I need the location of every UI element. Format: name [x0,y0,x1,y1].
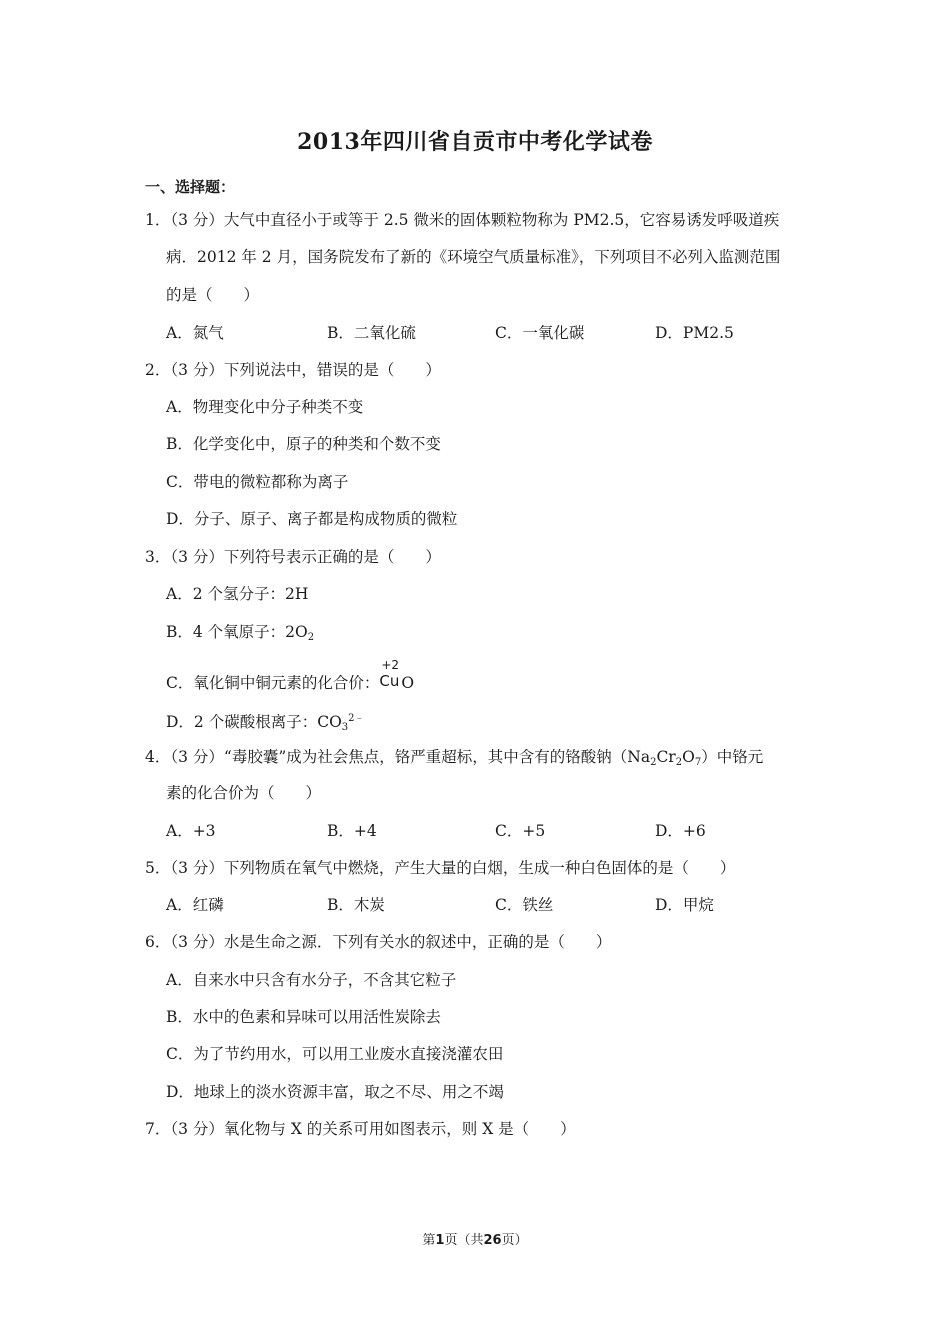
formula-part: Cr [656,748,676,766]
question-4-option-c: C．+5 [495,822,546,840]
superscript-charge: 2﹣ [348,713,365,724]
question-3-option-d-text: D．2 个碳酸根离子：CO [166,713,342,731]
question-4-line-1-start: 4．（3 分）“毒胶囊”成为社会焦点，铬严重超标，其中含有的铬酸钠（Na [145,748,651,766]
subscript: 2 [650,757,657,768]
page-title: 2013年四川省自贡市中考化学试卷 [297,129,653,155]
question-1-option-d: D．PM2.5 [655,324,734,342]
subscript: 2 [675,757,683,768]
question-5-option-d: D．甲烷 [655,896,714,914]
formula-part: O [682,748,695,766]
question-3-option-c [166,658,415,694]
question-5-option-a: A．红磷 [166,896,224,914]
section-heading: 一、选择题： [145,178,236,196]
question-2-option-c: C．带电的微粒都称为离子 [166,473,349,491]
footer-mid: 页（共 [444,1233,484,1248]
question-4-line-1-end: ）中铬元 [701,748,764,766]
subscript: 3 [341,722,349,733]
question-6-stem: 6．（3 分）水是生命之源．下列有关水的叙述中，正确的是（ ） [145,933,612,951]
question-6-option-d: D．地球上的淡水资源丰富，取之不尽、用之不竭 [166,1083,504,1101]
question-3-option-a: A．2 个氢分子：2H [166,585,309,603]
question-6-option-c: C．为了节约用水，可以用工业废水直接浇灌农田 [166,1045,504,1063]
footer-suffix: 页） [501,1233,528,1248]
question-4-line-2: 素的化合价为（ ） [166,784,322,802]
question-4-option-b: B．+4 [327,822,377,840]
footer-total-pages: 26 [483,1233,502,1248]
question-3-option-b [166,621,314,649]
question-1-line-3: 的是（ ） [166,286,260,304]
question-6-option-a: A．自来水中只含有水分子，不含其它粒子 [166,971,457,989]
question-4-line-1 [145,746,763,774]
question-1-line-2: 病．2012 年 2 月，国务院发布了新的《环境空气质量标准》，下列项目不必列入监测范围 [166,248,781,266]
question-4-option-a: A．+3 [166,822,216,840]
question-3-option-d [166,708,365,739]
footer-prefix: 第 [422,1233,436,1248]
page-footer [0,1229,950,1248]
question-1-option-c: C．一氧化碳 [495,324,585,342]
question-2-option-d: D．分子、原子、离子都是构成物质的微粒 [166,510,458,528]
question-1-line-1: 1．（3 分）大气中直径小于或等于 2.5 微米的固体颗粒物称为 PM2.5，它容易诱发呼吸道疾 [145,211,780,229]
question-3-option-b-text: B．4 个氧原子：2O [166,623,308,641]
question-3-option-c-text: C．氧化铜中铜元素的化合价： [166,674,380,692]
question-2-stem: 2．（3 分）下列说法中，错误的是（ ） [145,361,441,379]
question-3-stem: 3．（3 分）下列符号表示正确的是（ ） [145,548,441,566]
question-5-option-c: C．铁丝 [495,896,554,914]
question-1-option-b: B．二氧化硫 [327,324,416,342]
formula-tail: O [401,674,415,692]
question-1-option-a: A．氮气 [166,324,224,342]
subscript: 2 [307,632,315,643]
subscript: 7 [694,757,702,768]
question-5-option-b: B．木炭 [327,896,385,914]
question-5-stem: 5．（3 分）下列物质在氧气中燃烧，产生大量的白烟，生成一种白色固体的是（ ） [145,859,736,877]
question-2-option-b: B．化学变化中，原子的种类和个数不变 [166,435,441,453]
question-4-option-d: D．+6 [655,822,706,840]
question-2-option-a: A．物理变化中分子种类不变 [166,398,364,416]
valence-element: Cu [379,672,400,690]
footer-page-number: 1 [435,1233,445,1248]
question-6-option-b: B．水中的色素和异味可以用活性炭除去 [166,1008,441,1026]
question-7-stem: 7．（3 分）氧化物与 X 的关系可用如图表示，则 X 是（ ） [145,1120,576,1138]
valence-value: +2 [381,658,400,672]
valence-notation [379,658,401,690]
